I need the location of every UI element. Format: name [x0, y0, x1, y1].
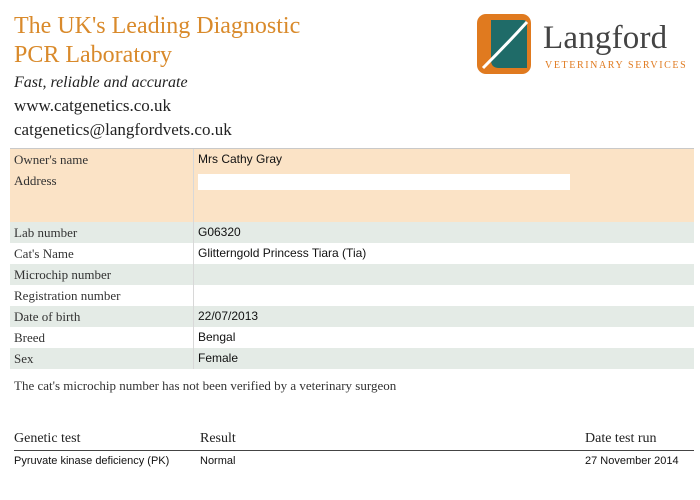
details-value: Mrs Cathy Gray [198, 152, 283, 166]
details-row-microchip [10, 264, 694, 285]
result-test-name: Pyruvate kinase deficiency (PK) [14, 455, 170, 467]
result-date: 27 November 2014 [585, 455, 679, 467]
details-value: Female [198, 351, 239, 365]
details-value [194, 285, 694, 306]
lab-header [14, 12, 454, 142]
details-row-cat-name [10, 243, 694, 264]
details-row-sex [10, 348, 694, 369]
details-row-owner [10, 149, 694, 170]
page-title-line-2: PCR Laboratory [14, 42, 172, 68]
details-row-registration [10, 285, 694, 306]
results-header-row [14, 431, 694, 451]
details-row-address [10, 170, 694, 222]
details-value: G06320 [198, 225, 241, 239]
details-row-dob [10, 306, 694, 327]
results-header-result: Result [200, 431, 236, 446]
microchip-note: The cat's microchip number has not been verified by a veterinary surgeon [14, 378, 397, 393]
website-link[interactable]: www.catgenetics.co.uk [14, 96, 172, 115]
details-label: Microchip number [10, 264, 194, 285]
details-label: Date of birth [10, 306, 194, 327]
details-label: Sex [10, 348, 194, 369]
langford-logo-icon [477, 14, 531, 74]
patient-details-table [10, 148, 694, 369]
results-header-date: Date test run [585, 431, 657, 446]
table-row [14, 451, 694, 471]
email-link[interactable]: catgenetics@langfordvets.co.uk [14, 120, 232, 139]
result-value: Normal [200, 455, 236, 467]
details-label: Breed [10, 327, 194, 348]
details-value: Glitterngold Princess Tiara (Tia) [198, 246, 367, 260]
details-value [194, 170, 694, 222]
details-value [194, 264, 694, 285]
details-label: Address [10, 170, 194, 222]
page-title-line-1: The UK's Leading Diagnostic [14, 13, 301, 39]
results-header-test: Genetic test [14, 431, 81, 446]
details-value: 22/07/2013 [198, 309, 259, 323]
details-label: Registration number [10, 285, 194, 306]
tagline: Fast, reliable and accurate [14, 74, 188, 91]
address-redacted-box [198, 174, 570, 190]
details-label: Owner's name [10, 149, 194, 170]
details-label: Cat's Name [10, 243, 194, 264]
langford-logo [477, 14, 692, 76]
results-table [14, 431, 694, 471]
details-label: Lab number [10, 222, 194, 243]
details-row-lab-number [10, 222, 694, 243]
details-row-breed [10, 327, 694, 348]
logo-wordmark: Langford [543, 20, 668, 56]
logo-subtitle: VETERINARY SERVICES [545, 60, 688, 71]
details-value: Bengal [198, 330, 236, 344]
